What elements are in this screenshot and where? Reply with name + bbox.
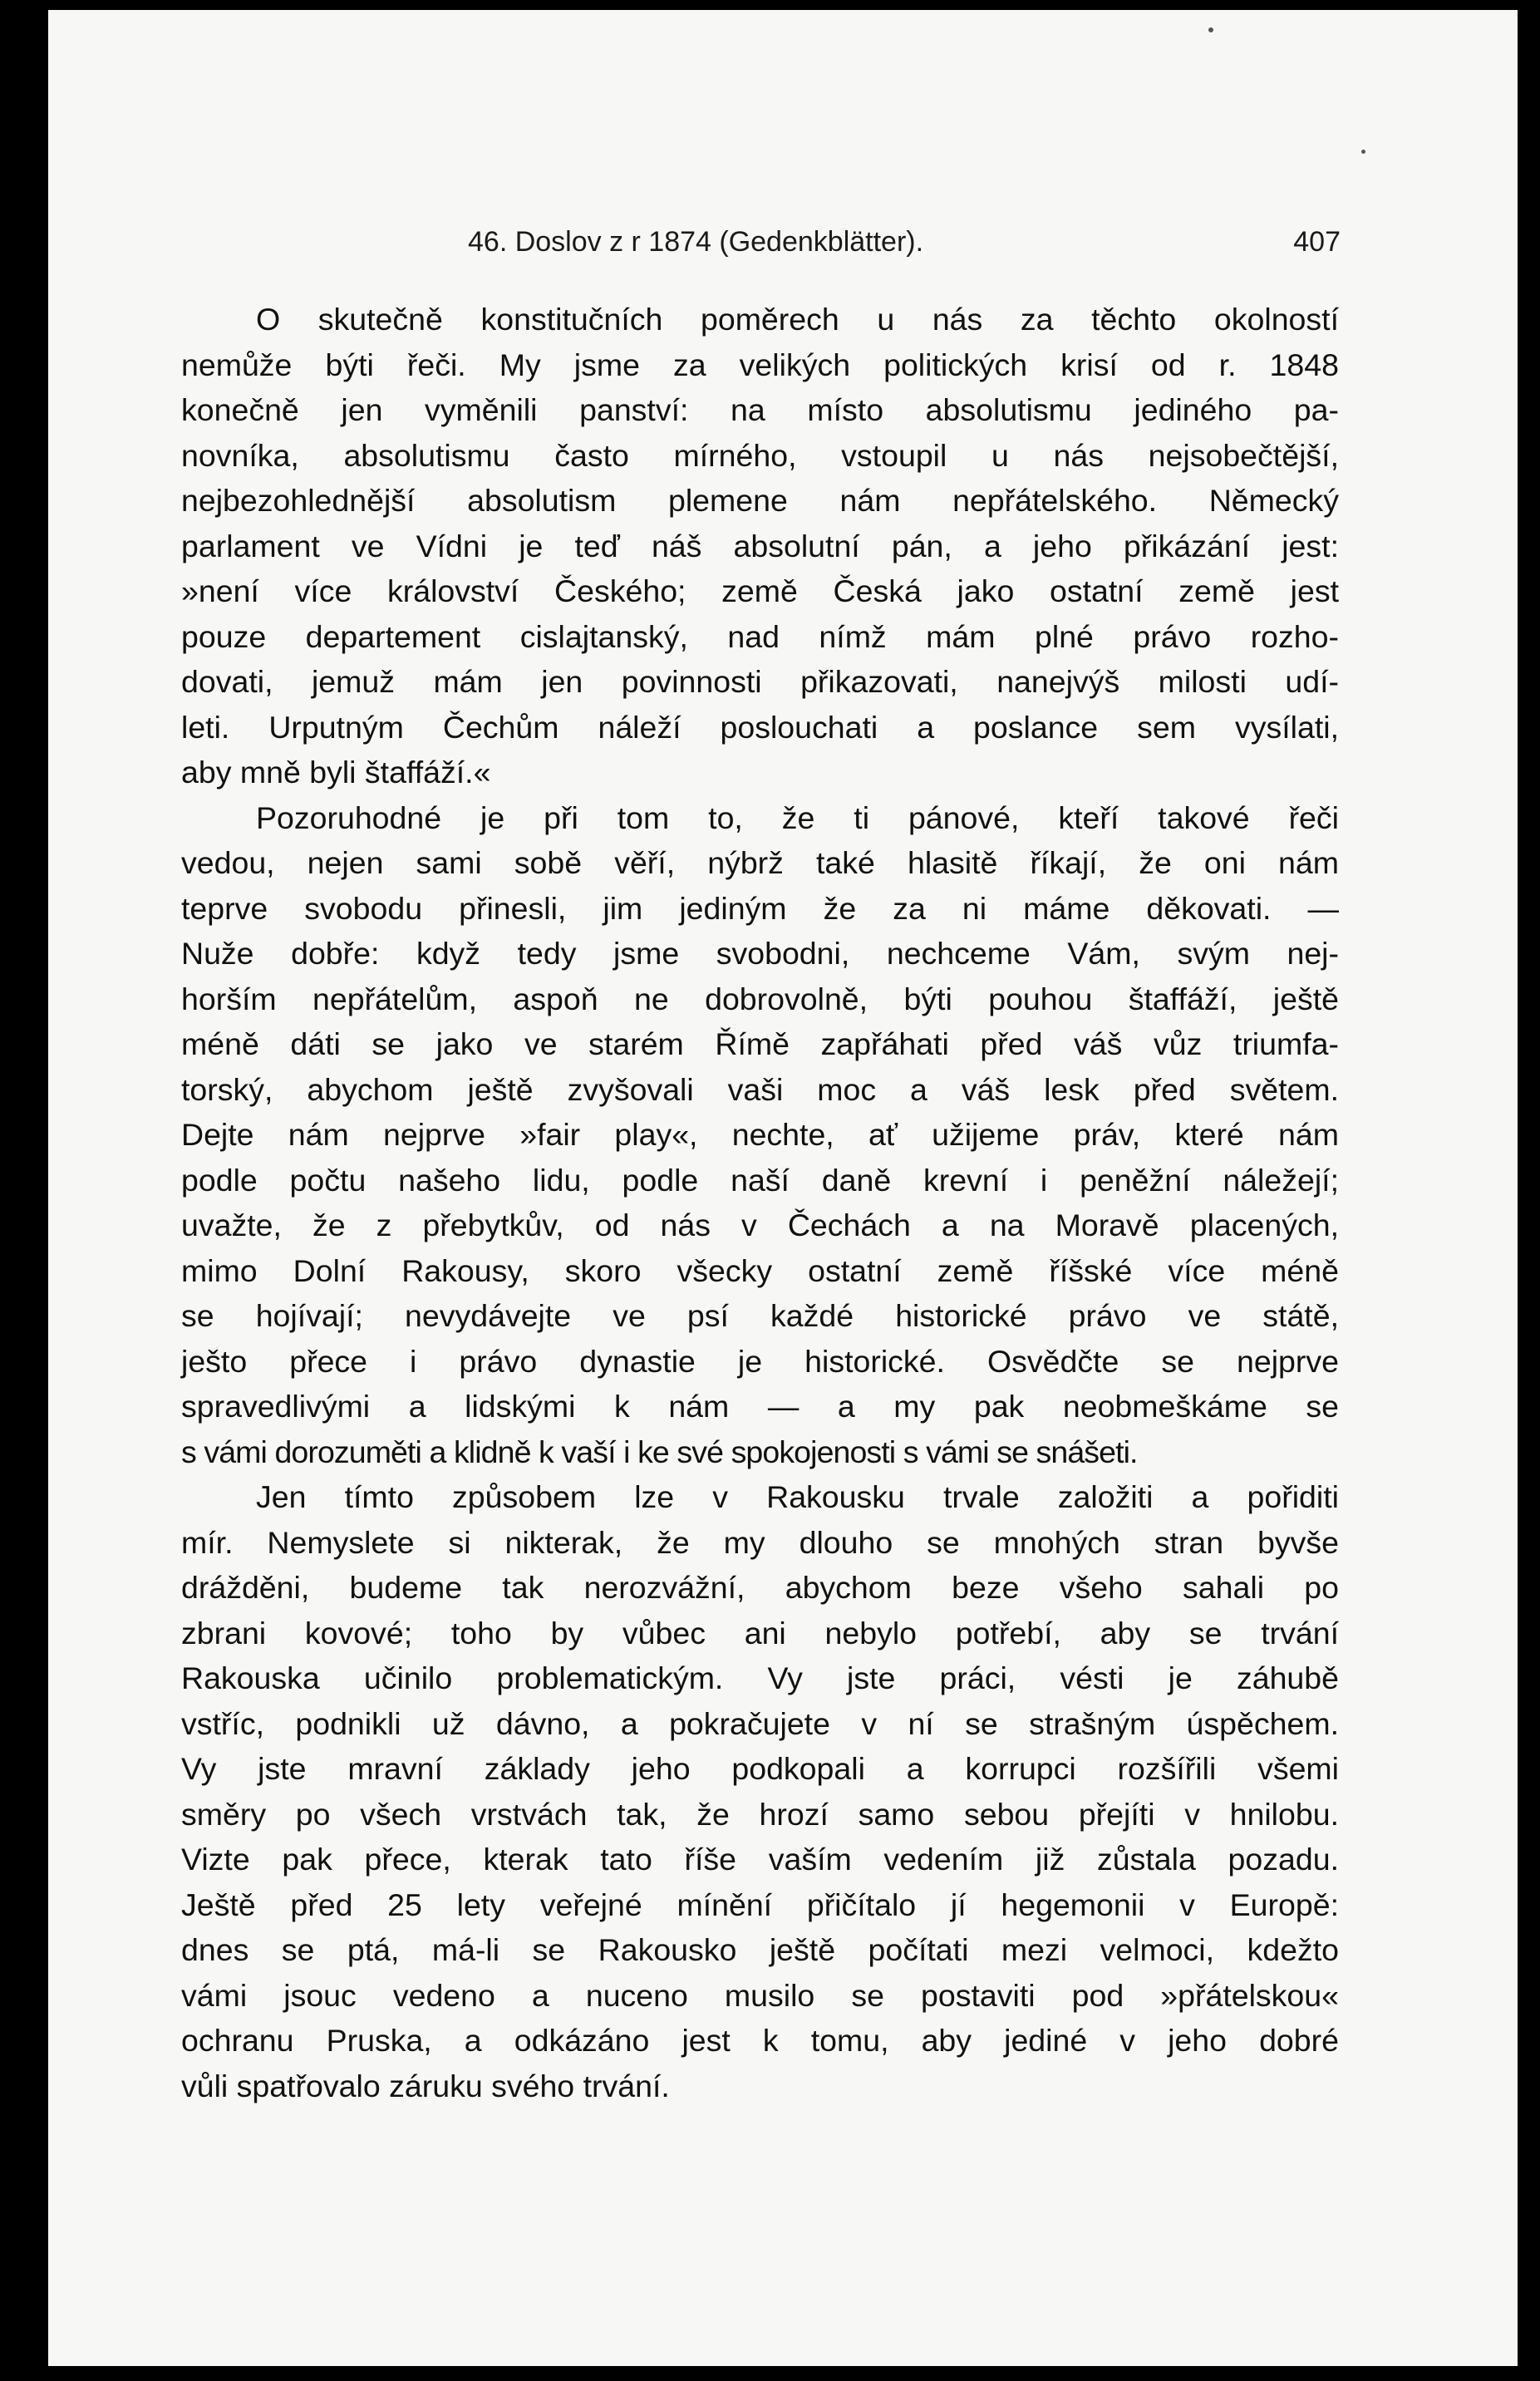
speck-mark xyxy=(1208,27,1213,32)
text-line: ochranu Pruska, a odkázáno jest k tomu, aby jediné v jeho dobré xyxy=(181,2023,1339,2058)
text-line: dnes se ptá, má-li se Rakousko ještě počítati mezi velmoci, kdežto xyxy=(181,1932,1339,1967)
text-line: leti. Urputným Čechům náleží poslouchati a poslance sem vysílati, xyxy=(181,709,1339,745)
text-line: mír. Nemyslete si nikterak, že my dlouho se mnohých stran byvše xyxy=(181,1524,1339,1560)
text-line: »není více království Českého; země Česká jako ostatní země jest xyxy=(181,573,1339,608)
text-line: s vámi dorozuměti a klidně k vaší i ke své spokojenosti s vámi se snášeti. xyxy=(181,1434,1138,1469)
text-line: Rakouska učinilo problematickým. Vy jste práci, vésti je záhubě xyxy=(181,1660,1339,1695)
text-line: uvažte, že z přebytkův, od nás v Čechách a na Moravě placených, xyxy=(181,1208,1339,1242)
text-line: vedou, nejen sami sobě věří, nýbrž také hlasitě říkají, že oni nám xyxy=(181,845,1339,880)
text-line: Vizte pak přece, kterak tato říše vaším vedením již zůstala pozadu. xyxy=(181,1842,1339,1877)
text-line: podle počtu našeho lidu, podle naší daně krevní i peněžní náležejí; xyxy=(181,1162,1339,1198)
text-line: horším nepřátelům, aspoň ne dobrovolně, býti pouhou štaffáží, ještě xyxy=(181,981,1339,1016)
text-line: nejbezohlednější absolutism plemene nám nepřátelského. Německý xyxy=(181,483,1339,518)
header-title: 46. Doslov z r 1874 (Gedenkblätter). xyxy=(468,226,924,258)
text-line: konečně jen vyměnili panství: na místo absolutismu jediného pa- xyxy=(181,392,1339,427)
text-line: vámi jsouc vedeno a nuceno musilo se postaviti pod »přátelskou« xyxy=(181,1977,1339,2013)
text-line: teprve svobodu přinesli, jim jediným že za ni máme děkovati. — xyxy=(181,890,1339,926)
body-text xyxy=(181,297,1339,2108)
text-line: novníka, absolutismu často mírného, vstoupil u nás nejsobečtější, xyxy=(181,437,1339,473)
text-line: Nuže dobře: když tedy jsme svobodni, nechceme Vám, svým nej- xyxy=(181,936,1339,971)
book-page xyxy=(48,10,1518,2366)
text-line: se hojívají; nevydávejte ve psí každé historické právo ve státě, xyxy=(181,1298,1339,1333)
text-line: Dejte nám nejprve »fair play«, nechte, ať užijeme práv, které nám xyxy=(181,1117,1339,1152)
text-line: O skutečně konstitučních poměrech u nás za těchto okolností xyxy=(256,302,1339,337)
text-line: drážděni, budeme tak nerozvážní, abychom beze všeho sahali po xyxy=(181,1570,1339,1605)
text-line: aby mně byli štaffáží.« xyxy=(181,755,491,790)
running-header xyxy=(468,226,1341,264)
page-number: 407 xyxy=(1293,226,1341,258)
text-line: nemůže býti řeči. My jsme za velikých politických krisí od r. 1848 xyxy=(181,347,1339,382)
text-line: vůli spatřovalo záruku svého trvání. xyxy=(181,2068,670,2103)
text-line: vstříc, podnikli už dávno, a pokračujete v ní se strašným úspěchem. xyxy=(181,1705,1339,1741)
text-line: Ještě před 25 lety veřejné mínění přičítalo jí hegemonii v Europě: xyxy=(181,1887,1339,1922)
text-line: Pozoruhodné je při tom to, že ti pánové, kteří takové řeči xyxy=(256,799,1339,835)
text-line: směry po všech vrstvách tak, že hrozí samo sebou přejíti v hnilobu. xyxy=(181,1796,1339,1832)
text-line: ješto přece i právo dynastie je historické. Osvědčte se nejprve xyxy=(181,1343,1339,1379)
text-line: Jen tímto způsobem lze v Rakousku trvale založiti a pořiditi xyxy=(256,1479,1339,1514)
text-line: pouze departement cislajtanský, nad nímž mám plné právo rozho- xyxy=(181,618,1339,654)
text-line: mimo Dolní Rakousy, skoro všecky ostatní země říšské více méně xyxy=(181,1252,1339,1288)
speck-mark xyxy=(1361,150,1365,154)
text-line: dovati, jemuž mám jen povinnosti přikazovati, nanejvýš milosti udí- xyxy=(181,664,1339,699)
text-line: méně dáti se jako ve starém Římě zapřáhati před váš vůz triumfa- xyxy=(181,1026,1339,1061)
text-line: Vy jste mravní základy jeho podkopali a korrupci rozšířili všemi xyxy=(181,1751,1339,1786)
text-line: torský, abychom ještě zvyšovali vaši moc a váš lesk před světem. xyxy=(181,1071,1339,1107)
text-line: zbrani kovové; toho by vůbec ani nebylo potřebí, aby se trvání xyxy=(181,1615,1339,1650)
text-line: spravedlivými a lidskými k nám — a my pak neobmeškáme se xyxy=(181,1389,1339,1424)
text-line: parlament ve Vídni je teď náš absolutní pán, a jeho přikázání jest: xyxy=(181,528,1339,563)
